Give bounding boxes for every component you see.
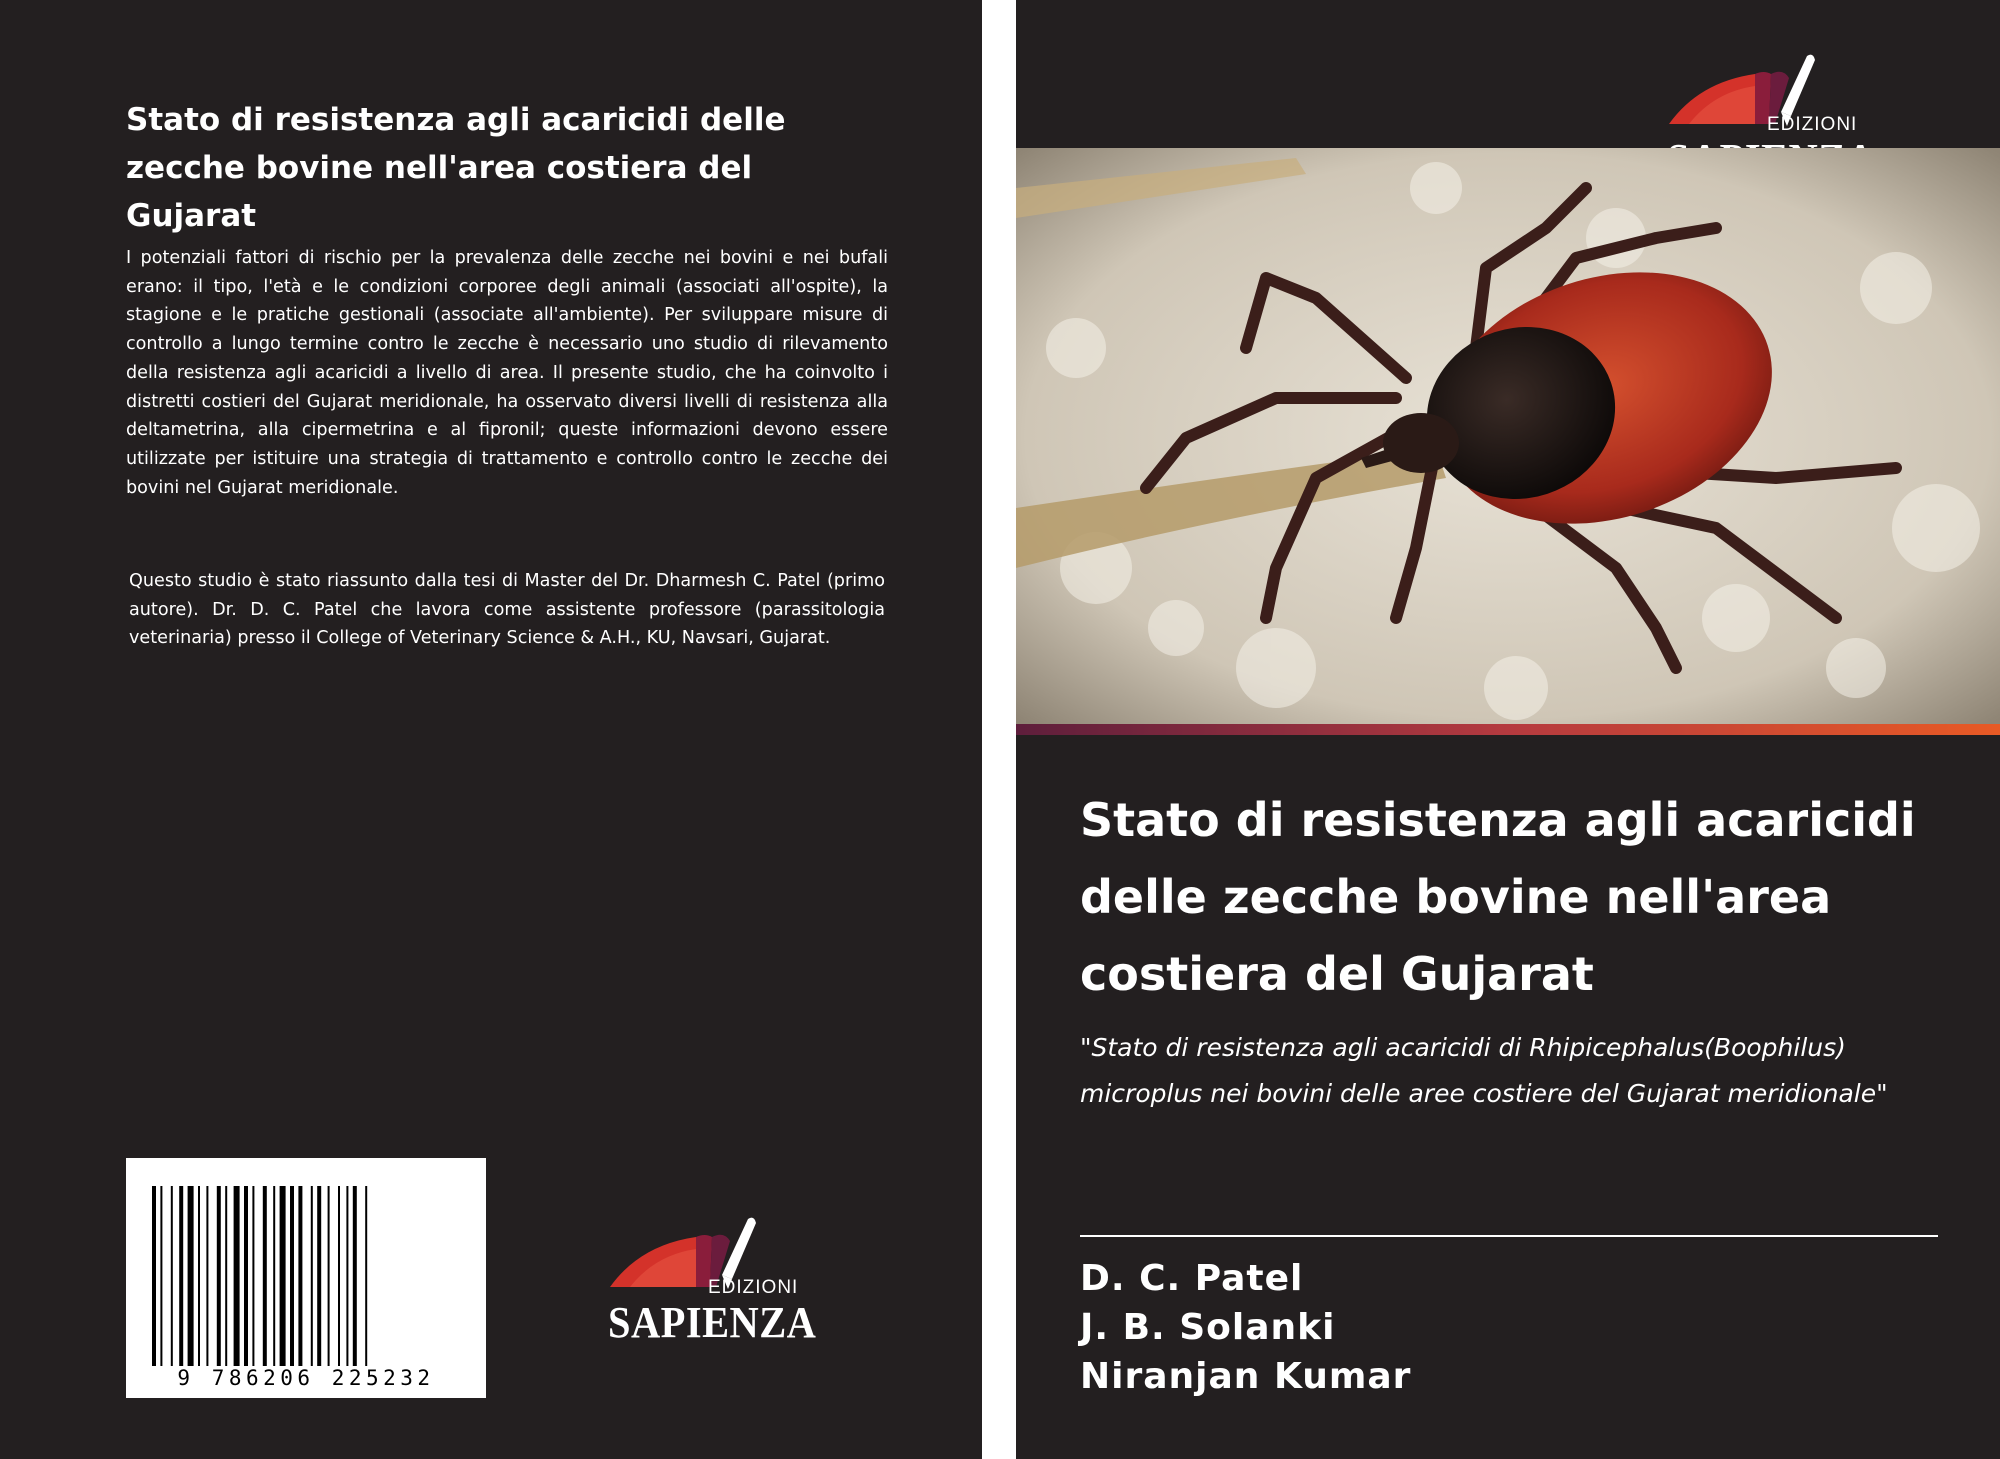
publisher-imprint: EDIZIONI — [1767, 114, 1858, 135]
author-name: Niranjan Kumar — [1080, 1356, 1412, 1397]
front-cover-subtitle: "Stato di resistenza agli acaricidi di Rhipicephalus(Boophilus) microplus nei bovini delle aree costiere del Gujarat meridionale" — [1080, 1033, 1888, 1108]
publisher-logo-back — [600, 1215, 820, 1345]
author-list — [1080, 1254, 1411, 1401]
tick-illustration — [1016, 148, 2000, 724]
author-bio: Questo studio è stato riassunto dalla tesi di Master del Dr. Dharmesh C. Patel (primo autore). Dr. D. C. Patel che lavora come assistente professore (parassitologia veterinaria) presso il College of Veterinary Science & A.H., KU, Navsari, Gujarat. — [129, 571, 885, 649]
back-cover — [0, 0, 982, 1459]
barcode-bars — [148, 1186, 464, 1366]
publisher-imprint: EDIZIONI — [708, 1277, 799, 1298]
divider-line — [1080, 1235, 1938, 1237]
barcode-number: 9 786206 225232 — [134, 1366, 478, 1390]
front-cover — [1016, 0, 2000, 1459]
back-cover-title: Stato di resistenza agli acaricidi delle zecche bovine nell'area costiera del Gujarat — [126, 102, 786, 234]
publisher-name: SAPIENZA — [608, 1298, 817, 1347]
author-name: J. B. Solanki — [1080, 1307, 1336, 1348]
isbn-barcode — [126, 1158, 486, 1398]
accent-stripe — [1016, 724, 2000, 735]
front-cover-title: Stato di resistenza agli acaricidi delle zecche bovine nell'area costiera del Gujarat — [1080, 793, 1916, 1001]
author-name: D. C. Patel — [1080, 1258, 1304, 1299]
tick-photo — [1016, 148, 2000, 724]
back-cover-description: I potenziali fattori di rischio per la prevalenza delle zecche nei bovini e nei bufali erano: il tipo, l'età e le condizioni corporee degli animali (associati all'ospite), la stagione e le pratiche gestionali (associate all'ambiente). Per sviluppare misure di controllo a lungo termine contro le zecche è necessario uno studio di rilevamento della resistenza agli acaricidi a livello di area. Il presente studio, che ha coinvolto i distretti costieri del Gujarat meridionale, ha osservato diversi livelli di resistenza alla deltametrina, alla cipermetrina e al fipronil; queste informazioni devono essere utilizzate per istituire una strategia di trattamento e controllo contro le zecche dei bovini nel Gujarat meridionale. — [126, 248, 888, 498]
